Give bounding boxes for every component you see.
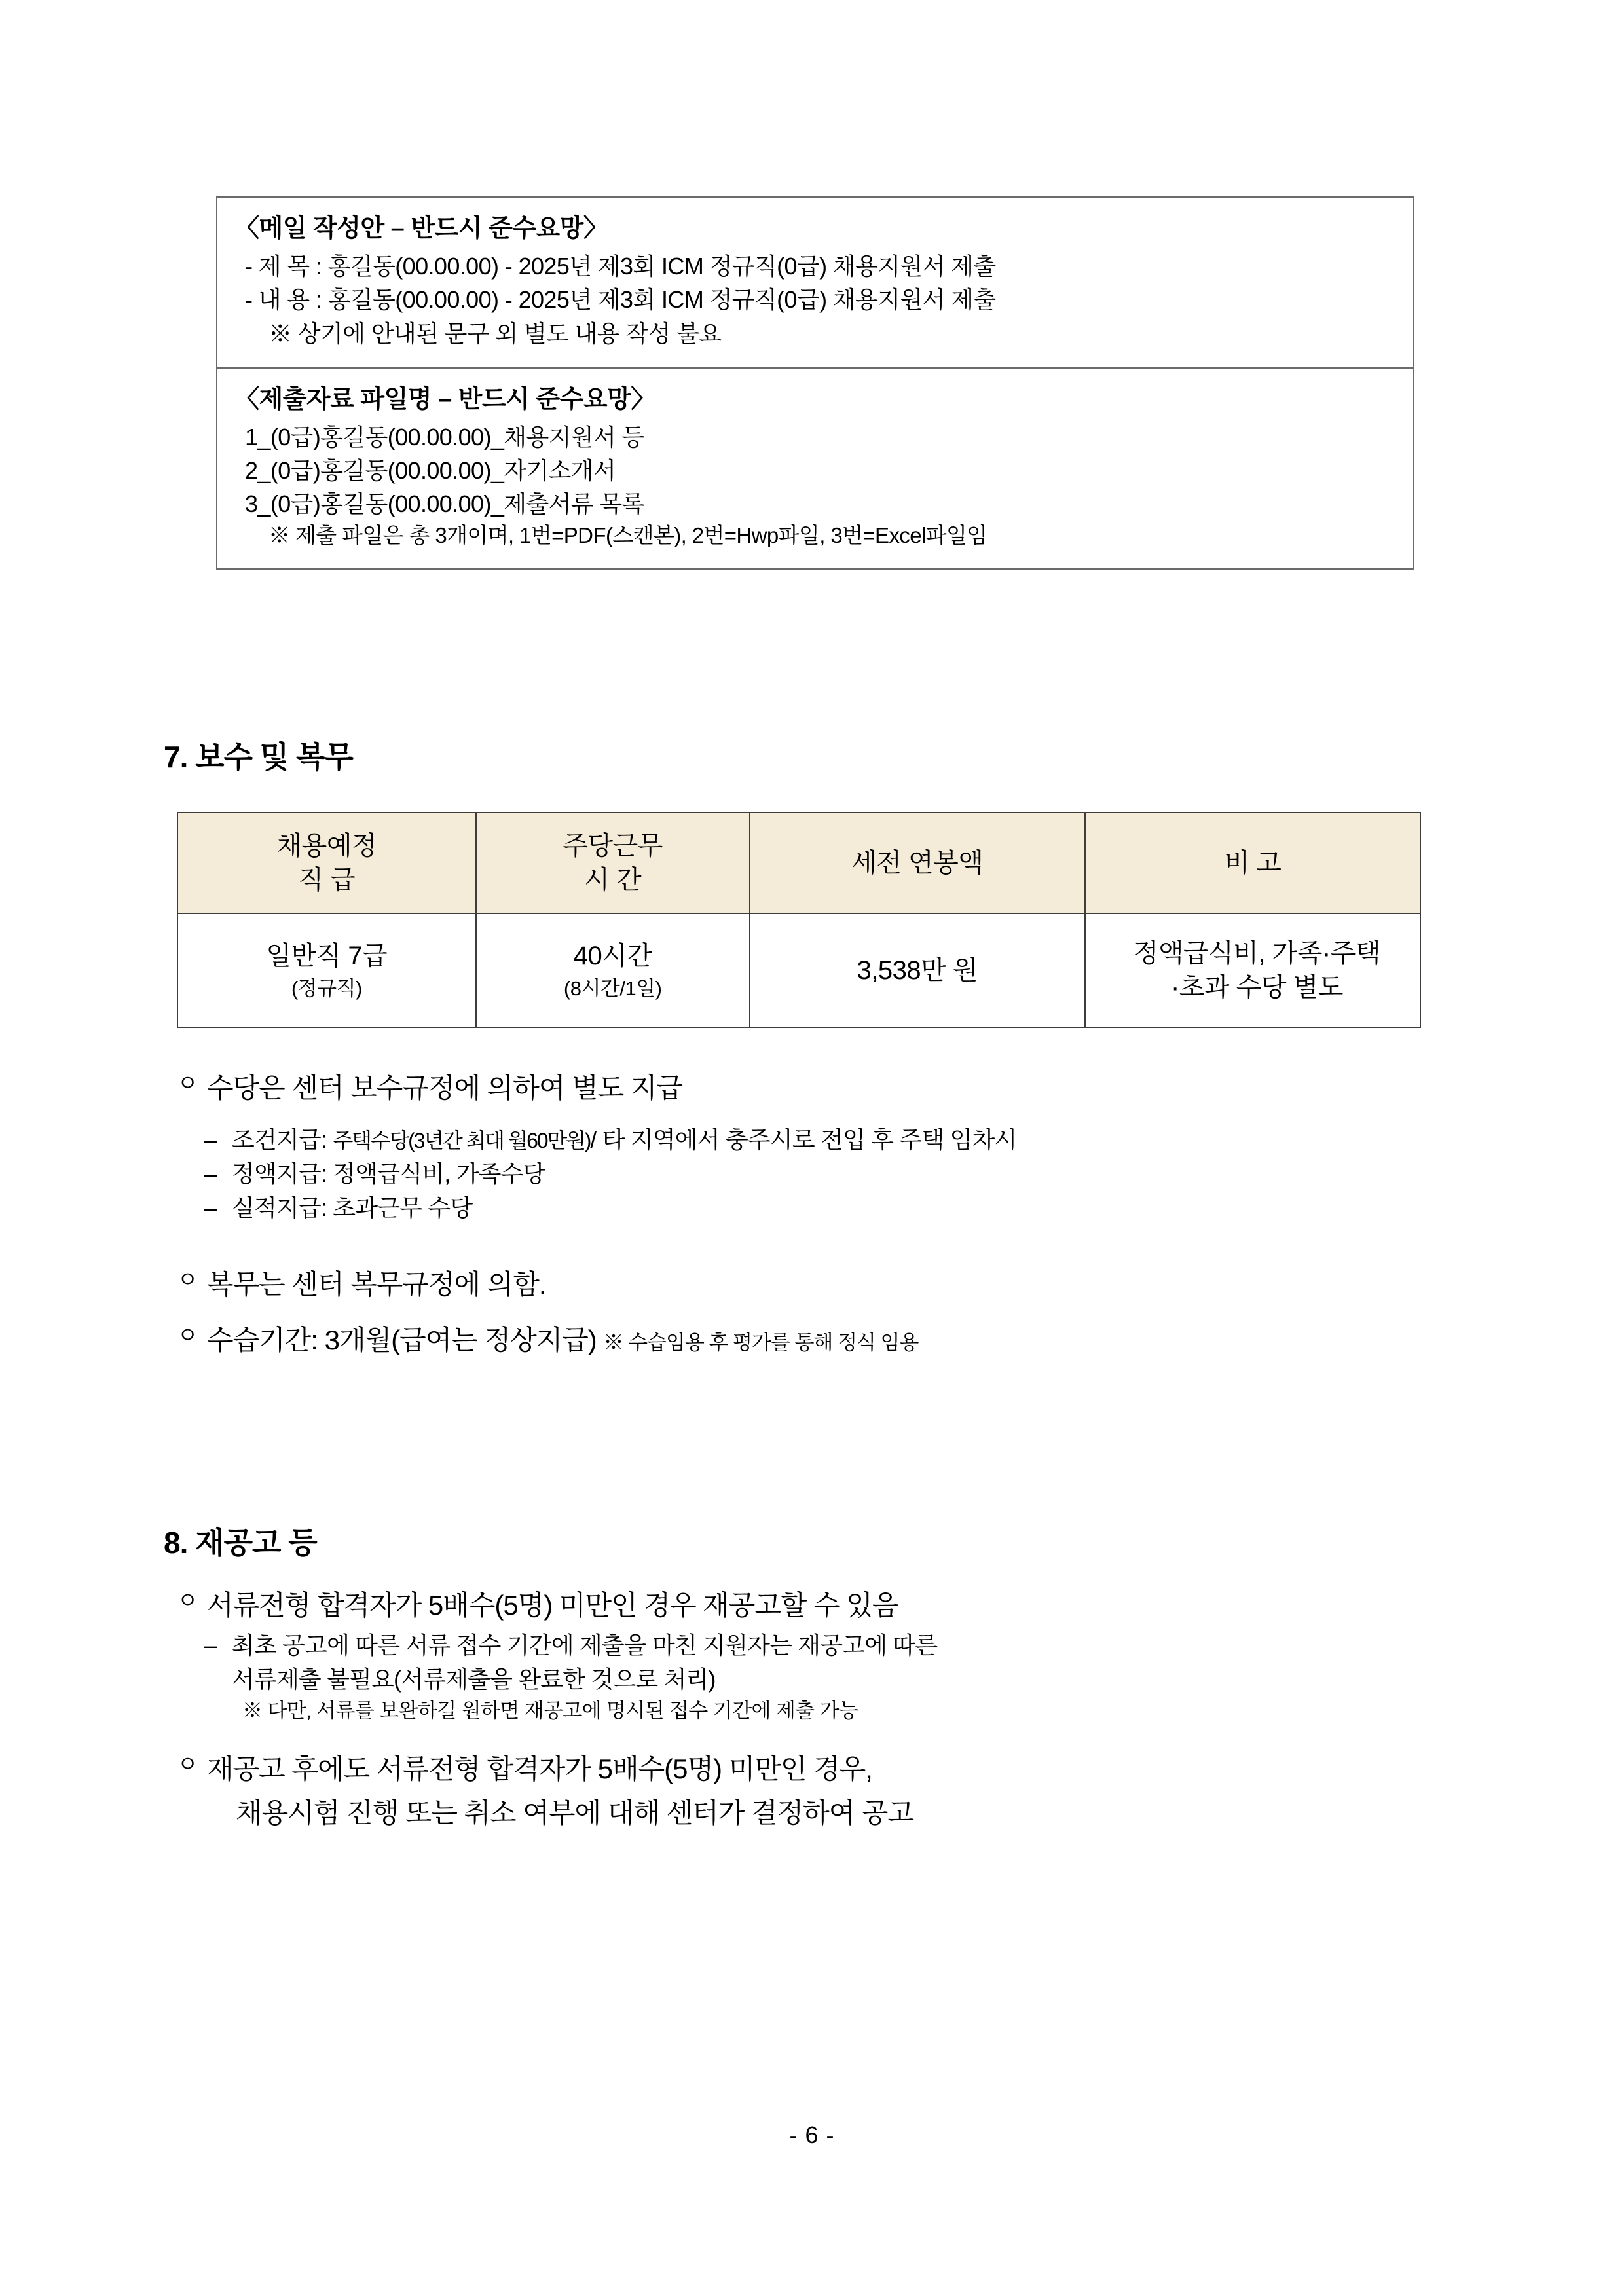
page-number: - 6 -: [789, 2121, 835, 2148]
spacer: [177, 1726, 1486, 1748]
cell-grade: 일반직 7급 (정규직): [177, 913, 476, 1027]
header-salary: 세전 연봉액: [750, 813, 1085, 913]
mail-body-line: - 내 용 : 홍길동(00.00.00) - 2025년 제3회 ICM 정규직(0급) 채용지원서 제출: [245, 286, 996, 314]
allowance-bullets: [177, 1067, 1486, 1226]
spacer: [177, 1111, 1486, 1123]
file-name-line-2: 2_(0급)홍길동(00.00.00)_자기소개서: [245, 457, 616, 485]
reannouncement-bullet-1: ㅇ 서류전형 합격자가 5배수(5명) 미만인 경우 재공고할 수 있음: [177, 1585, 1486, 1626]
cell-salary: 3,538만 원: [750, 913, 1085, 1027]
header-hours: 주당근무 시 간: [476, 813, 750, 913]
notice-box: [216, 196, 1414, 570]
mail-guide-note: ※ 상기에 안내된 문구 외 별도 내용 작성 불요: [268, 320, 722, 347]
mail-subject-line: - 제 목 : 홍길동(00.00.00) - 2025년 제3회 ICM 정규직(0급) 채용지원서 제출: [245, 253, 996, 280]
compensation-table: [177, 812, 1421, 1028]
file-name-line-1: 1_(0급)홍길동(00.00.00)_채용지원서 등: [245, 423, 644, 450]
duty-rule-bullet: ㅇ 복무는 센터 복무규정에 의함.: [177, 1264, 1486, 1305]
file-guide-heading: 〈제출자료 파일명 – 반드시 준수요망〉: [234, 385, 655, 413]
allowance-main-bullet: ㅇ 수당은 센터 보수규정에 의하여 별도 지급: [177, 1067, 1486, 1109]
file-name-guide-section: [217, 369, 1413, 568]
table-row: [177, 913, 1420, 1027]
mail-guide-section: [217, 198, 1413, 369]
reannouncement-bullets: [177, 1585, 1486, 1833]
section-8-title: 8. 재공고 등: [164, 1526, 317, 1560]
allowance-conditional: – 조건지급: 주택수당(3년간 최대 월60만원)/ 타 지역에서 충주시로 전입 후 주택 임차시: [177, 1123, 1486, 1157]
section-7-title: 7. 보수 및 복무: [164, 740, 353, 774]
reannouncement-sub-line-1: – 최초 공고에 따른 서류 접수 기간에 제출을 마친 지원자는 재공고에 따른: [177, 1628, 1486, 1662]
header-remark: 비 고: [1085, 813, 1420, 913]
mail-guide-heading: 〈메일 작성안 – 반드시 준수요망〉: [234, 215, 608, 242]
allowance-performance: – 실적지급: 초과근무 수당: [177, 1191, 1486, 1225]
file-guide-note: ※ 제출 파일은 총 3개이며, 1번=PDF(스캔본), 2번=Hwp파일, 3번=Excel파일임: [268, 523, 987, 548]
cell-hours: 40시간 (8시간/1일): [476, 913, 750, 1027]
spacer: [177, 1308, 1486, 1319]
file-name-line-3: 3_(0급)홍길동(00.00.00)_제출서류 목록: [245, 490, 644, 518]
duty-bullets: [177, 1264, 1486, 1363]
reannouncement-bullet-2: ㅇ 재공고 후에도 서류전형 합격자가 5배수(5명) 미만인 경우,: [177, 1748, 1486, 1790]
reannouncement-sub-line-2: 서류제출 불필요(서류제출을 완료한 것으로 처리): [232, 1666, 716, 1693]
reannouncement-note: ※ 다만, 서류를 보완하길 원하면 재공고에 명시된 접수 기간에 제출 가능: [242, 1699, 858, 1723]
allowance-fixed: – 정액지급: 정액급식비, 가족수당: [177, 1157, 1486, 1191]
reannouncement-bullet-2-line-2: 채용시험 진행 또는 취소 여부에 대해 센터가 결정하여 공고: [236, 1797, 914, 1829]
probation-bullet: ㅇ 수습기간: 3개월(급여는 정상지급) ※ 수습임용 후 평가를 통해 정식 임용: [177, 1319, 1486, 1361]
cell-remark: 정액급식비, 가족·주택 ·초과 수당 별도: [1085, 913, 1420, 1027]
table-header-row: [177, 813, 1420, 913]
header-grade: 채용예정 직 급: [177, 813, 476, 913]
